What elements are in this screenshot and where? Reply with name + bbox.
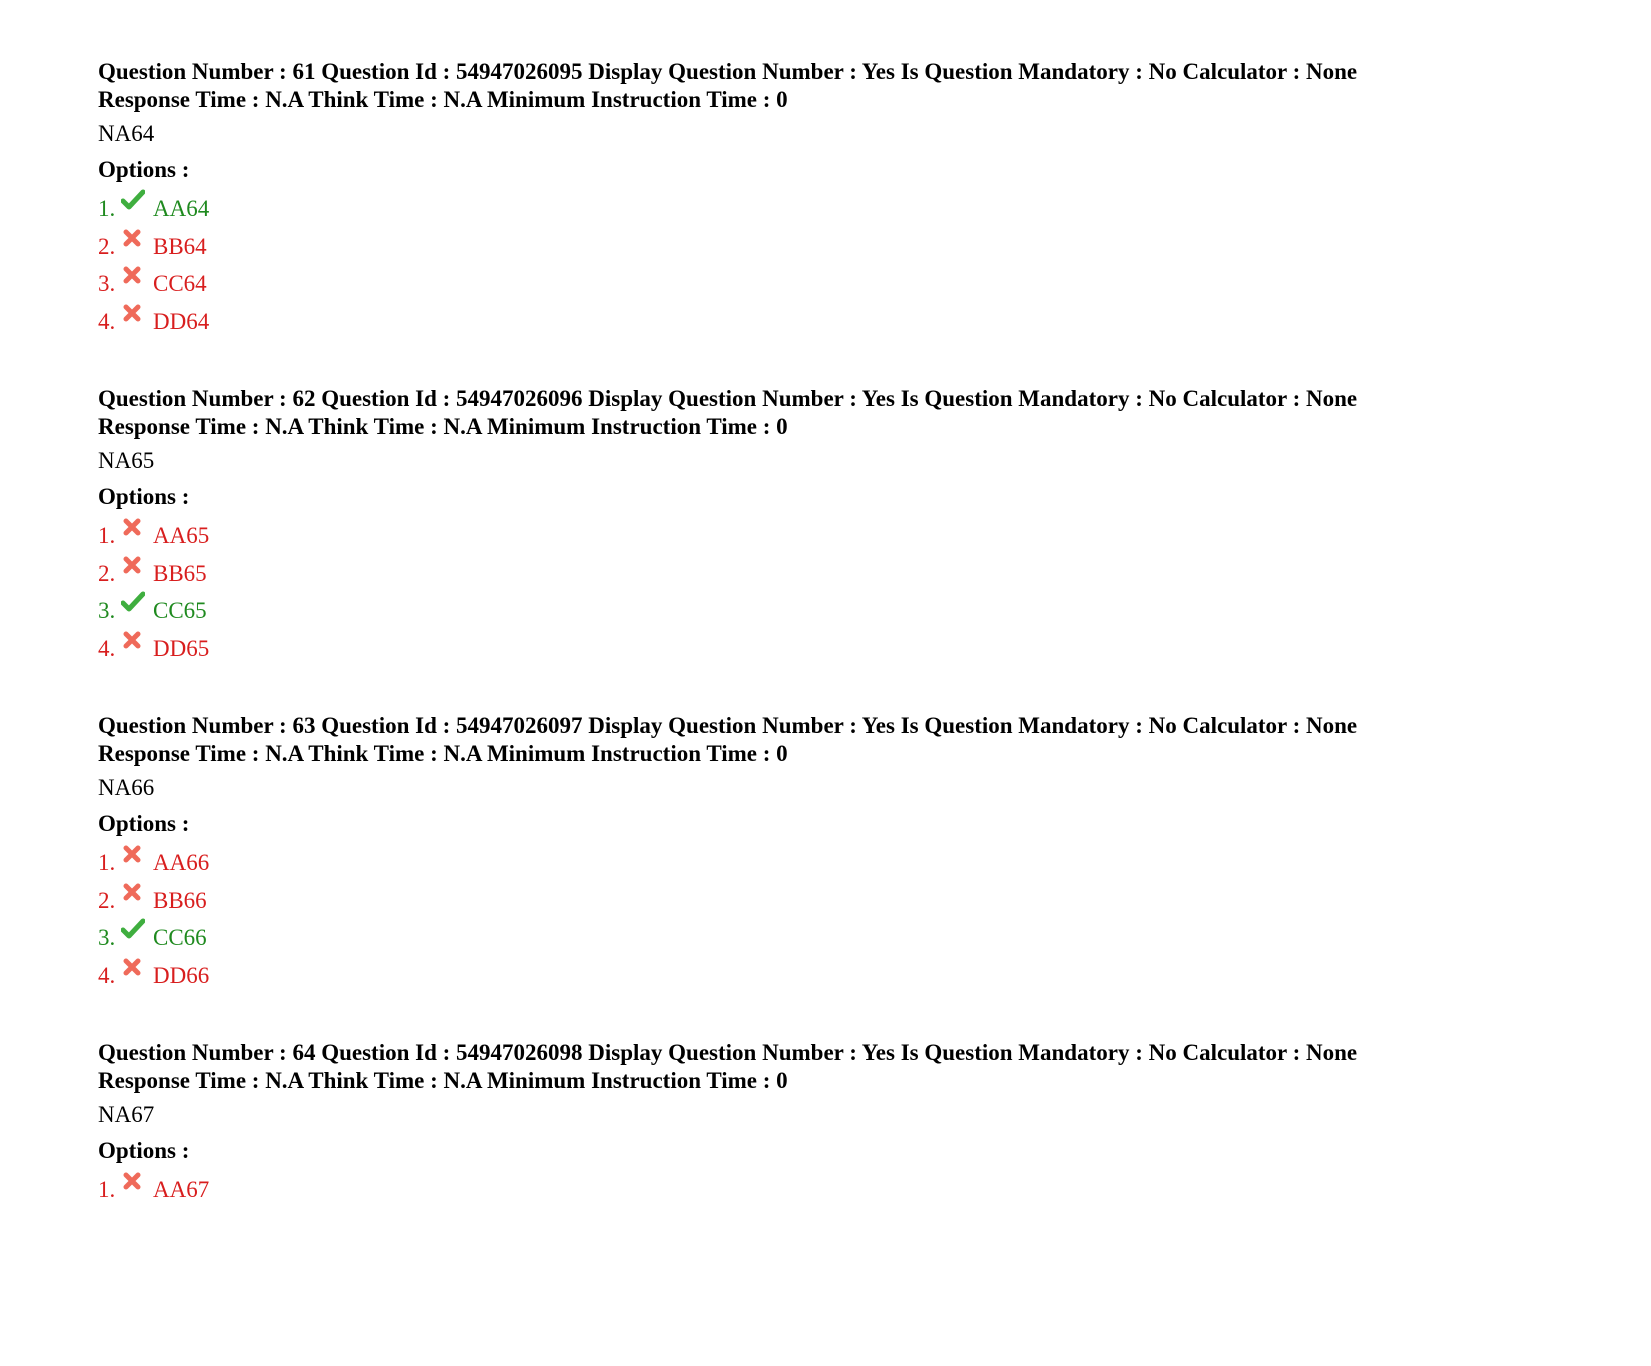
option-number: 4. bbox=[98, 963, 116, 989]
option-number: 3. bbox=[98, 925, 116, 951]
cross-icon bbox=[123, 1176, 153, 1204]
option-label: CC64 bbox=[153, 271, 207, 297]
option-number: 1. bbox=[98, 522, 116, 548]
option-label: AA65 bbox=[153, 522, 210, 548]
option-item bbox=[98, 266, 1598, 304]
question-text: NA65 bbox=[98, 448, 155, 473]
cross-icon bbox=[123, 270, 153, 298]
option-number: 4. bbox=[98, 636, 116, 662]
cross-icon bbox=[123, 560, 153, 588]
option-label: DD65 bbox=[153, 636, 210, 662]
option-number: 1. bbox=[98, 195, 116, 221]
option-label: AA67 bbox=[153, 1176, 210, 1202]
question-block bbox=[98, 712, 1598, 1039]
cross-icon bbox=[123, 233, 153, 261]
option-item bbox=[98, 190, 1598, 228]
cross-icon bbox=[123, 962, 153, 990]
question-meta-line2: Response Time : N.A Think Time : N.A Minimum Instruction Time : 0 bbox=[98, 1068, 788, 1093]
question-meta-line1: Question Number : 61 Question Id : 54947026095 Display Question Number : Yes Is Question Mandatory : No Calculator : None bbox=[98, 59, 1358, 84]
option-label: CC65 bbox=[153, 598, 207, 624]
option-number: 2. bbox=[98, 233, 116, 259]
question-meta-line2: Response Time : N.A Think Time : N.A Minimum Instruction Time : 0 bbox=[98, 87, 788, 112]
options-label: Options : bbox=[98, 811, 190, 836]
options-list bbox=[98, 517, 1598, 668]
question-block bbox=[98, 1039, 1598, 1366]
question-meta-line2: Response Time : N.A Think Time : N.A Minimum Instruction Time : 0 bbox=[98, 414, 788, 439]
option-number: 2. bbox=[98, 887, 116, 913]
cross-icon bbox=[123, 849, 153, 877]
check-icon bbox=[123, 924, 153, 952]
option-item bbox=[98, 844, 1598, 882]
question-meta-line1: Question Number : 62 Question Id : 54947026096 Display Question Number : Yes Is Question Mandatory : No Calculator : None bbox=[98, 386, 1358, 411]
option-item bbox=[98, 593, 1598, 631]
question-text: NA64 bbox=[98, 121, 155, 146]
option-number: 3. bbox=[98, 598, 116, 624]
question-meta-line1: Question Number : 64 Question Id : 54947026098 Display Question Number : Yes Is Question Mandatory : No Calculator : None bbox=[98, 1040, 1358, 1065]
document-page bbox=[98, 58, 1598, 1366]
option-item bbox=[98, 957, 1598, 995]
options-label: Options : bbox=[98, 484, 190, 509]
option-item bbox=[98, 920, 1598, 958]
question-block bbox=[98, 58, 1598, 385]
option-number: 1. bbox=[98, 849, 116, 875]
option-label: AA64 bbox=[153, 195, 210, 221]
cross-icon bbox=[123, 308, 153, 336]
question-text: NA66 bbox=[98, 775, 155, 800]
question-text: NA67 bbox=[98, 1102, 155, 1127]
option-number: 3. bbox=[98, 271, 116, 297]
option-label: DD64 bbox=[153, 309, 210, 335]
options-list bbox=[98, 844, 1598, 995]
option-item bbox=[98, 228, 1598, 266]
question-block bbox=[98, 385, 1598, 712]
options-label: Options : bbox=[98, 157, 190, 182]
option-label: CC66 bbox=[153, 925, 207, 951]
cross-icon bbox=[123, 635, 153, 663]
question-meta-line1: Question Number : 63 Question Id : 54947026097 Display Question Number : Yes Is Question Mandatory : No Calculator : None bbox=[98, 713, 1358, 738]
option-label: AA66 bbox=[153, 849, 210, 875]
option-number: 4. bbox=[98, 309, 116, 335]
question-meta-line2: Response Time : N.A Think Time : N.A Minimum Instruction Time : 0 bbox=[98, 741, 788, 766]
option-label: BB64 bbox=[153, 233, 207, 259]
check-icon bbox=[123, 597, 153, 625]
option-item bbox=[98, 517, 1598, 555]
option-label: BB66 bbox=[153, 887, 207, 913]
option-item bbox=[98, 303, 1598, 341]
options-list bbox=[98, 190, 1598, 341]
cross-icon bbox=[123, 887, 153, 915]
options-list bbox=[98, 1171, 1598, 1209]
option-label: DD66 bbox=[153, 963, 210, 989]
option-number: 1. bbox=[98, 1176, 116, 1202]
cross-icon bbox=[123, 522, 153, 550]
option-item bbox=[98, 1171, 1598, 1209]
check-icon bbox=[123, 195, 153, 223]
option-item bbox=[98, 555, 1598, 593]
option-item bbox=[98, 630, 1598, 668]
option-item bbox=[98, 882, 1598, 920]
options-label: Options : bbox=[98, 1138, 190, 1163]
option-label: BB65 bbox=[153, 560, 207, 586]
option-number: 2. bbox=[98, 560, 116, 586]
